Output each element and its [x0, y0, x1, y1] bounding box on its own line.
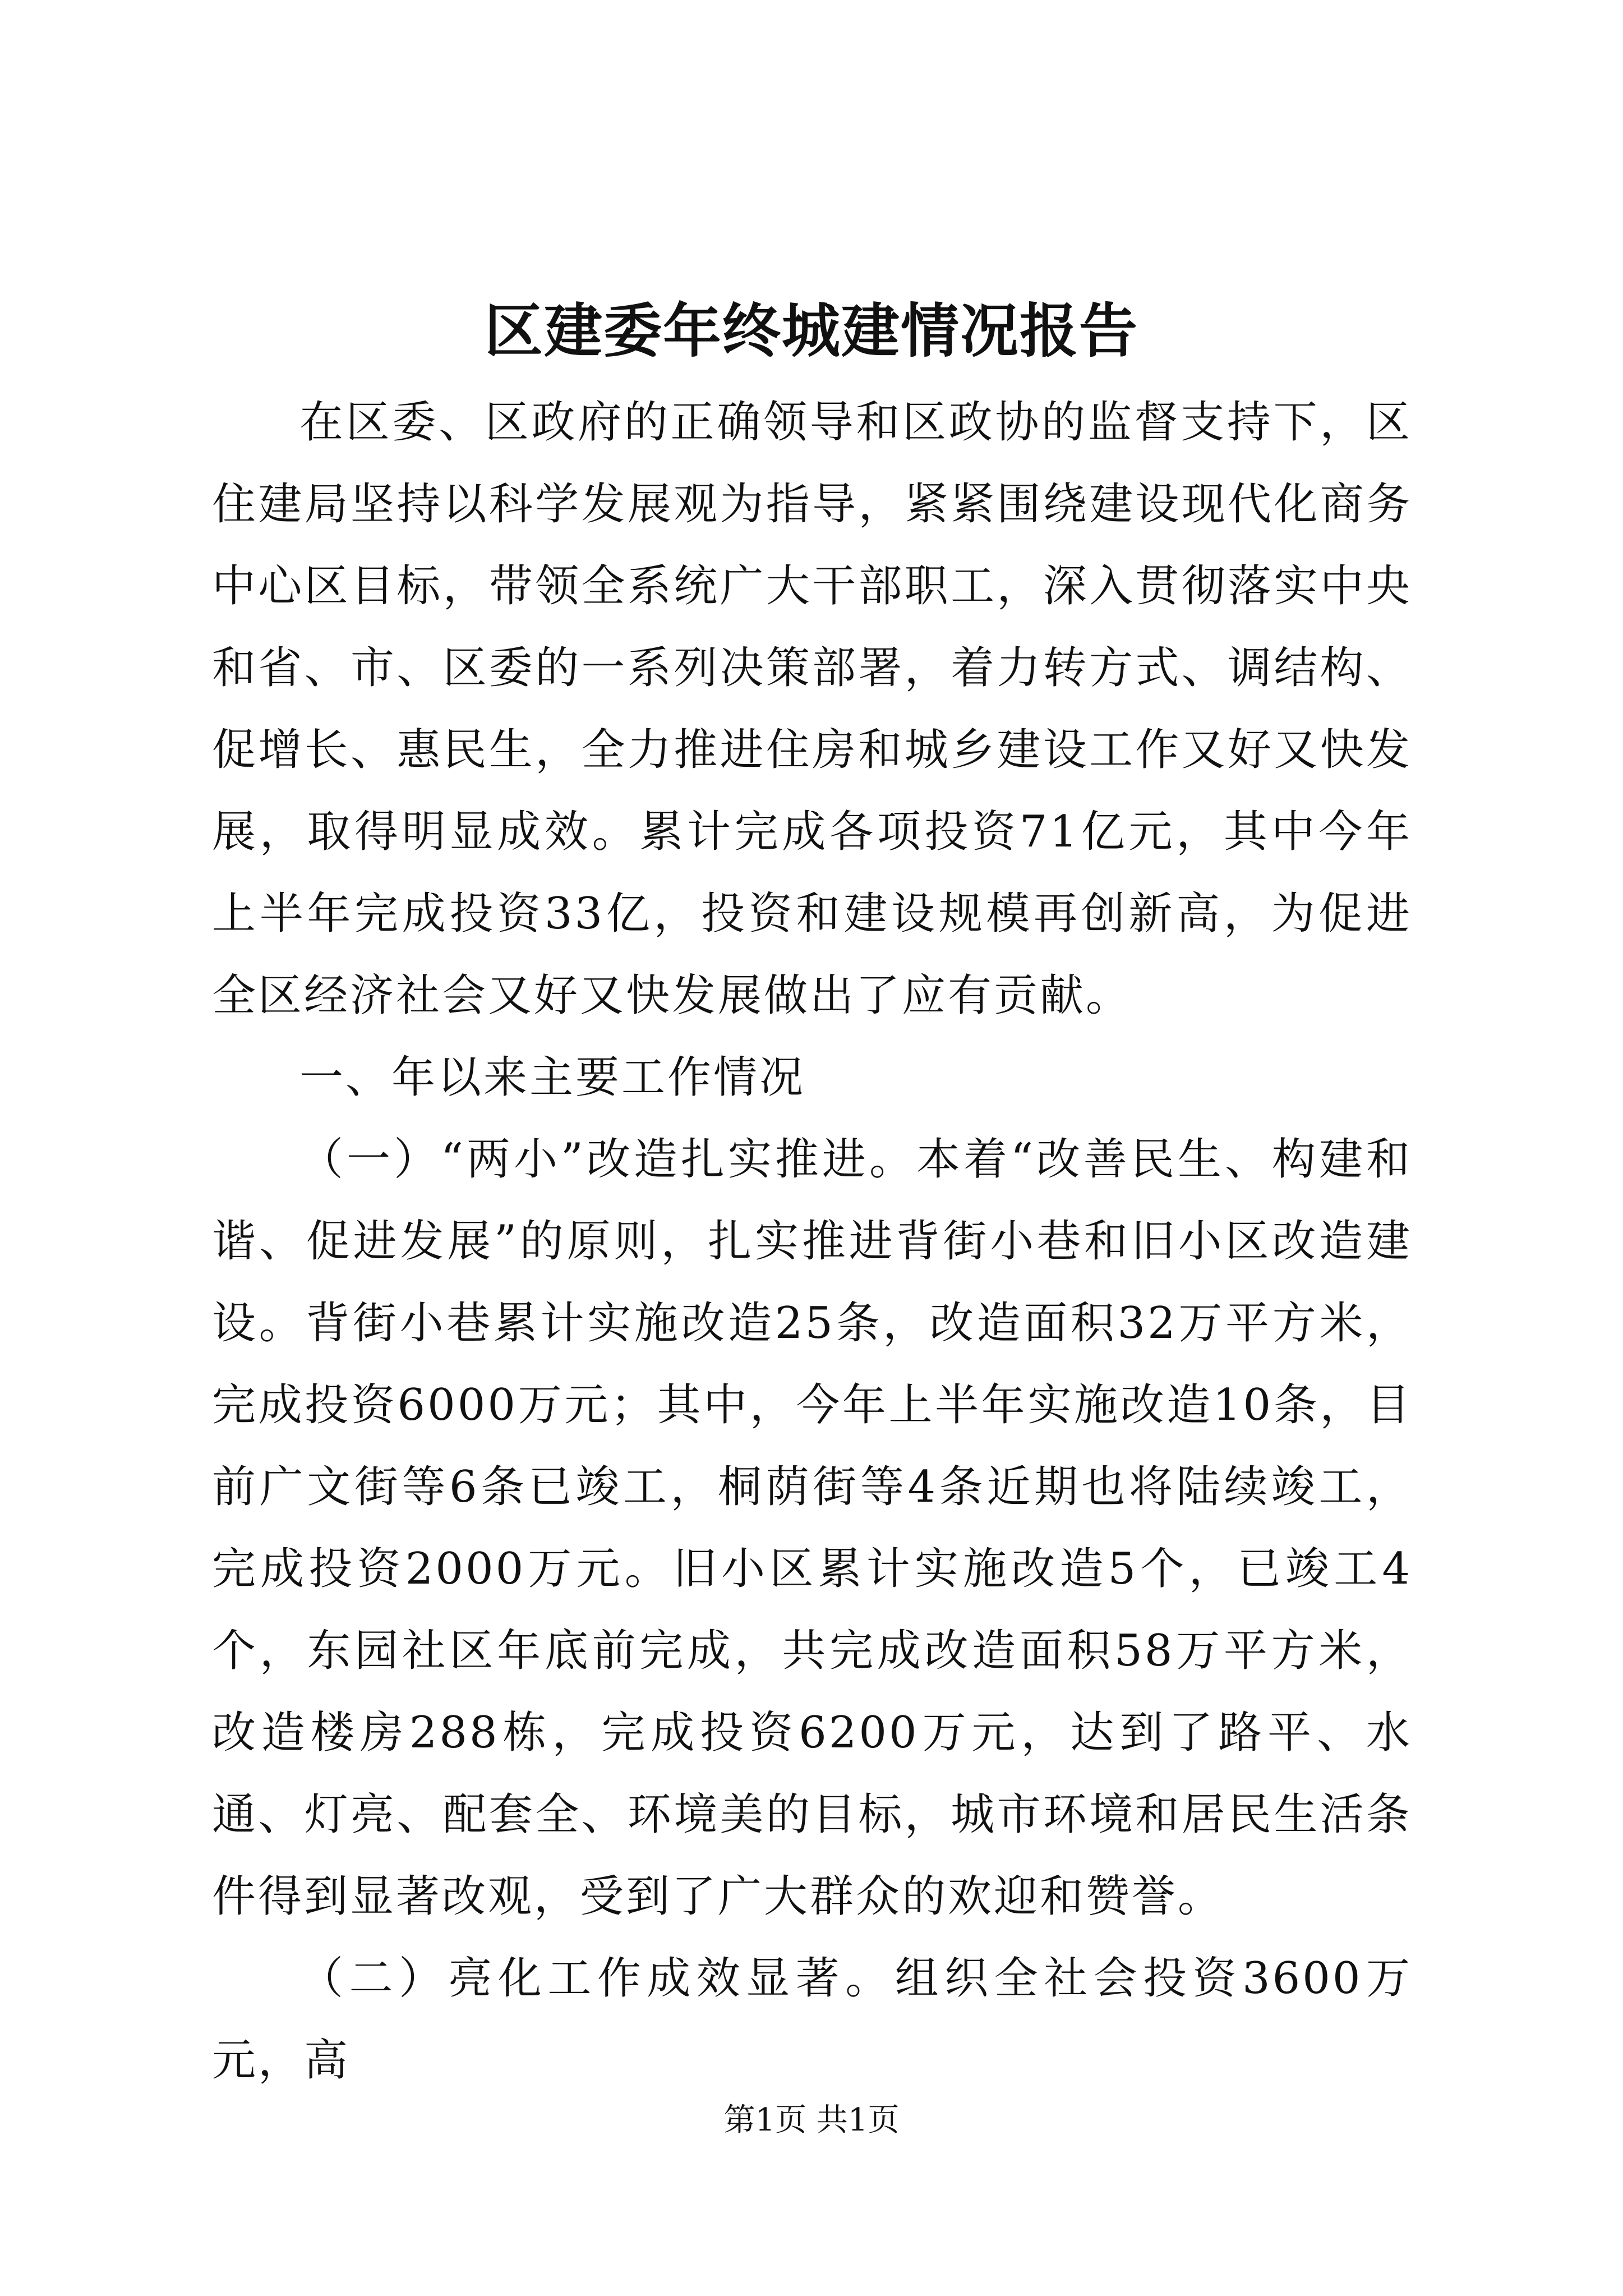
section-1-paragraph: （一）“两小”改造扎实推进。本着“改善民生、构建和谐、促进发展”的原则，扎实推进背街小巷和旧小区改造建设。背街小巷累计实施改造25条，改造面积32万平方米，完成投资6000万元；其中，今年上半年实施改造10条，目前广文街等6条已竣工，桐荫街等4条近期也将陆续竣工，完成投资2000万元。旧小区累计实施改造5个，已竣工4个，东园社区年底前完成，共完成改造面积58万平方米，改造楼房288栋，完成投资6200万元，达到了路平、水通、灯亮、配套全、环境美的目标，城市环境和居民生活条件得到显著改观，受到了广大群众的欢迎和赞誉。 [212, 1134, 1412, 1922]
intro-paragraph: 在区委、区政府的正确领导和区政协的监督支持下，区住建局坚持以科学发展观为指导，紧紧围绕建设现代化商务中心区目标，带领全系统广大干部职工，深入贯彻落实中央和省、市、区委的一系列决策部署，着力转方式、调结构、促增长、惠民生，全力推进住房和城乡建设工作又好又快发展，取得明显成效。累计完成各项投资71亿元，其中今年上半年完成投资33亿，投资和建设规模再创新高，为促进全区经济社会又好又快发展做出了应有贡献。 [212, 397, 1412, 1021]
section-2-paragraph: （二）亮化工作成效显著。组织全社会投资3600万元，高 [212, 1953, 1412, 2086]
document-title: 区建委年终城建情况报告 [484, 296, 1138, 365]
document-body [212, 381, 1412, 2101]
section-heading: 一、年以来主要工作情况 [299, 1052, 806, 1103]
page-footer: 第1页 共1页 [723, 2102, 900, 2138]
